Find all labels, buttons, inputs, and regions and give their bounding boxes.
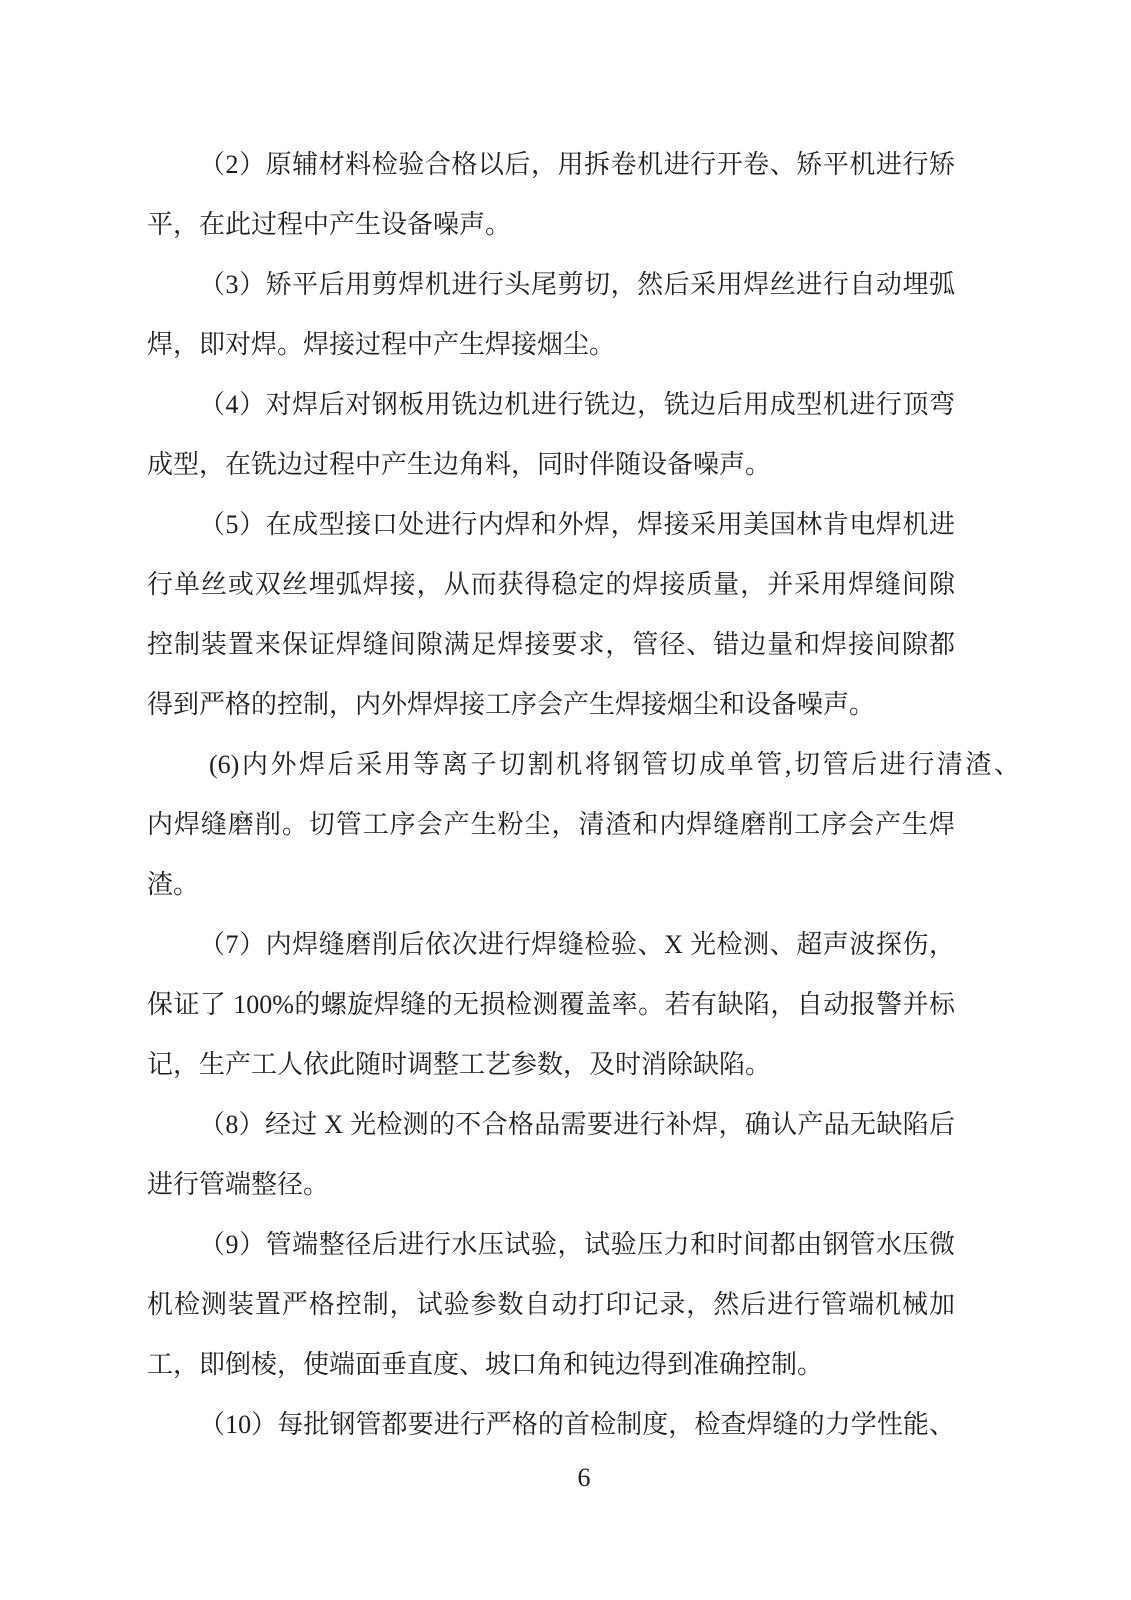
text-line: 控制装置来保证焊缝间隙满足焊接要求，管径、错边量和焊接间隙都 [147, 630, 955, 659]
paragraph-5 [147, 495, 955, 735]
text-line: 渣。 [147, 870, 200, 899]
text-line: 工，即倒棱，使端面垂直度、坡口角和钝边得到准确控制。 [147, 1350, 824, 1379]
paragraph-6 [147, 735, 1020, 915]
text-line: 进行管端整径。 [147, 1170, 330, 1199]
paragraph-2 [147, 135, 955, 255]
text-line: （2）原辅材料检验合格以后，用拆卷机进行开卷、矫平机进行矫 [199, 150, 955, 179]
text-line: （4）对焊后对钢板用铣边机进行铣边，铣边后用成型机进行顶弯 [199, 390, 955, 419]
text-line: （3）矫平后用剪焊机进行头尾剪切，然后采用焊丝进行自动埋弧 [199, 270, 955, 299]
document-body [147, 135, 1020, 1455]
text-line: （7）内焊缝磨削后依次进行焊缝检验、X 光检测、超声波探伤， [199, 930, 955, 959]
text-line: 焊，即对焊。焊接过程中产生焊接烟尘。 [147, 330, 616, 359]
text-line: 保证了 100%的螺旋焊缝的无损检测覆盖率。若有缺陷，自动报警并标 [147, 990, 955, 1019]
text-line: 成型，在铣边过程中产生边角料，同时伴随设备噪声。 [147, 450, 772, 479]
text-line: 机检测装置严格控制，试验参数自动打印记录，然后进行管端机械加 [147, 1290, 955, 1319]
text-line: （8）经过 X 光检测的不合格品需要进行补焊，确认产品无缺陷后 [199, 1110, 955, 1139]
paragraph-3 [147, 255, 955, 375]
text-line: （5）在成型接口处进行内焊和外焊，焊接采用美国林肯电焊机进 [199, 510, 955, 539]
page-number: 6 [577, 1463, 591, 1492]
paragraph-4 [147, 375, 955, 495]
text-line: 内焊缝磨削。切管工序会产生粉尘，清渣和内焊缝磨削工序会产生焊 [147, 810, 955, 839]
text-line: 行单丝或双丝埋弧焊接，从而获得稳定的焊接质量，并采用焊缝间隙 [147, 570, 955, 599]
paragraph-7 [147, 915, 955, 1095]
paragraph-8 [147, 1095, 955, 1215]
text-line: 得到严格的控制，内外焊焊接工序会产生焊接烟尘和设备噪声。 [147, 690, 876, 719]
paragraph-10 [147, 1395, 955, 1455]
text-line: （10）每批钢管都要进行严格的首检制度，检查焊缝的力学性能、 [199, 1410, 955, 1439]
text-line: （9）管端整径后进行水压试验，试验压力和时间都由钢管水压微 [199, 1230, 955, 1259]
paragraph-9 [147, 1215, 955, 1395]
text-line: 平，在此过程中产生设备噪声。 [147, 210, 512, 239]
text-line: 记，生产工人依此随时调整工艺参数，及时消除缺陷。 [147, 1050, 772, 1079]
text-line: (6)内外焊后采用等离子切割机将钢管切成单管,切管后进行清渣、 [209, 750, 1020, 779]
